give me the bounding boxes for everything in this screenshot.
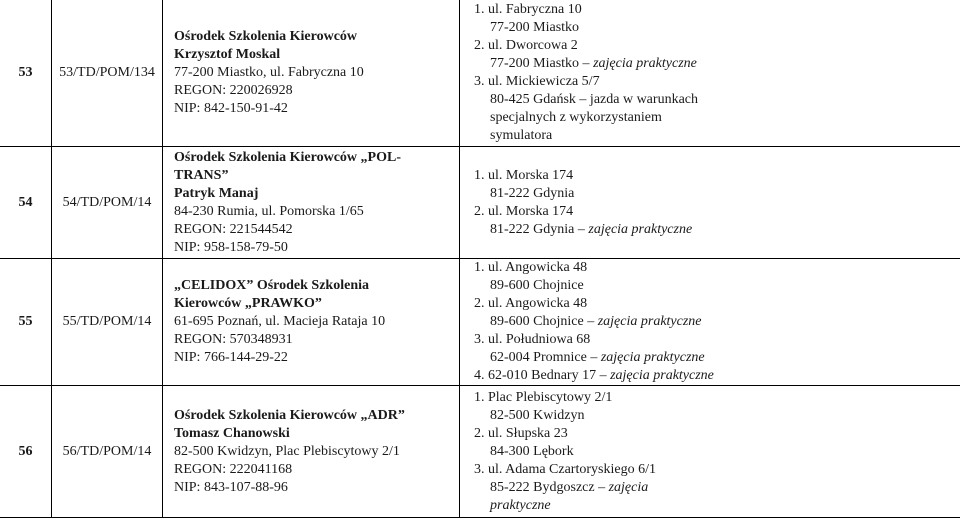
location-street: 2. ul. Morska 174 — [474, 203, 960, 221]
company-cell — [163, 259, 460, 386]
location-city: 89-600 Chojnice — [474, 277, 960, 295]
company-owner: Tomasz Chanowski — [174, 425, 459, 443]
location-city-cont: praktyczne — [474, 497, 960, 515]
location-city-line — [474, 221, 960, 239]
company-regon: REGON: 220026928 — [174, 82, 459, 100]
company-address: 77-200 Miastko, ul. Fabryczna 10 — [174, 64, 459, 82]
company-regon: REGON: 222041168 — [174, 461, 459, 479]
location-street: 3. ul. Południowa 68 — [474, 331, 960, 349]
location-city: 82-500 Kwidzyn — [474, 407, 960, 425]
company-regon: REGON: 221544542 — [174, 221, 459, 239]
location-city-line — [474, 479, 960, 497]
location-city: 81-222 Gdynia – — [490, 222, 585, 237]
location-city: 85-222 Bydgoszcz – — [490, 480, 605, 495]
location-city-cont: symulatora — [474, 127, 960, 145]
table-row — [0, 147, 960, 259]
table-row — [0, 0, 960, 147]
table-row — [0, 259, 960, 386]
registry-number: 56/TD/POM/14 — [52, 386, 163, 518]
location-note: zajęcia — [609, 480, 649, 495]
location-city: 81-222 Gdynia — [474, 185, 960, 203]
row-number: 56 — [0, 386, 52, 518]
location-city-cont: specjalnych z wykorzystaniem — [474, 109, 960, 127]
location-street: 1. ul. Angowicka 48 — [474, 259, 960, 277]
location-city: 80-425 Gdańsk – jazda w warunkach — [474, 91, 960, 109]
location-note: zajęcia praktyczne — [593, 56, 697, 71]
company-address: 84-230 Rumia, ul. Pomorska 1/65 — [174, 203, 459, 221]
location-street: 1. Plac Plebiscytowy 2/1 — [474, 389, 960, 407]
company-nip: NIP: 843-107-88-96 — [174, 479, 459, 497]
location-street: 1. ul. Morska 174 — [474, 167, 960, 185]
locations-cell — [460, 259, 960, 386]
location-street: 3. ul. Mickiewicza 5/7 — [474, 73, 960, 91]
location-city: 84-300 Lębork — [474, 443, 960, 461]
registry-number: 55/TD/POM/14 — [52, 259, 163, 386]
locations-cell — [460, 0, 960, 147]
company-regon: REGON: 570348931 — [174, 331, 459, 349]
location-street-line — [474, 367, 960, 385]
table-row — [0, 386, 960, 518]
location-street: 1. ul. Fabryczna 10 — [474, 1, 960, 19]
company-nip: NIP: 766-144-29-22 — [174, 349, 459, 367]
company-owner: Krzysztof Moskal — [174, 46, 459, 64]
company-owner: Patryk Manaj — [174, 185, 459, 203]
location-note: zajęcia praktyczne — [610, 368, 714, 383]
company-cell — [163, 386, 460, 518]
location-city-line — [474, 349, 960, 367]
location-city-line — [474, 55, 960, 73]
location-note: zajęcia praktyczne — [601, 350, 705, 365]
company-name-line: Ośrodek Szkolenia Kierowców — [174, 28, 459, 46]
location-street: 2. ul. Angowicka 48 — [474, 295, 960, 313]
registry-number: 53/TD/POM/134 — [52, 0, 163, 147]
company-nip: NIP: 842-150-91-42 — [174, 100, 459, 118]
locations-cell — [460, 386, 960, 518]
company-name-line: TRANS” — [174, 167, 459, 185]
location-street: 2. ul. Dworcowa 2 — [474, 37, 960, 55]
company-cell — [163, 147, 460, 259]
location-note: zajęcia praktyczne — [588, 222, 692, 237]
location-city: 77-200 Miastko – — [490, 56, 590, 71]
location-street: 2. ul. Słupska 23 — [474, 425, 960, 443]
location-city: 62-004 Promnice – — [490, 350, 597, 365]
locations-cell — [460, 147, 960, 259]
company-name-line: „CELIDOX” Ośrodek Szkolenia — [174, 277, 459, 295]
row-number: 53 — [0, 0, 52, 147]
location-note: zajęcia praktyczne — [598, 314, 702, 329]
location-street: 3. ul. Adama Czartoryskiego 6/1 — [474, 461, 960, 479]
company-address: 82-500 Kwidzyn, Plac Plebiscytowy 2/1 — [174, 443, 459, 461]
location-street: 4. 62-010 Bednary 17 – — [474, 368, 607, 383]
company-name-line: Kierowców „PRAWKO” — [174, 295, 459, 313]
location-city: 89-600 Chojnice – — [490, 314, 594, 329]
company-name-line: Ośrodek Szkolenia Kierowców „POL- — [174, 149, 459, 167]
company-name-line: Ośrodek Szkolenia Kierowców „ADR” — [174, 407, 459, 425]
location-city: 77-200 Miastko — [474, 19, 960, 37]
company-address: 61-695 Poznań, ul. Macieja Rataja 10 — [174, 313, 459, 331]
row-number: 55 — [0, 259, 52, 386]
company-nip: NIP: 958-158-79-50 — [174, 239, 459, 257]
location-city-line — [474, 313, 960, 331]
registry-number: 54/TD/POM/14 — [52, 147, 163, 259]
company-cell — [163, 0, 460, 147]
row-number: 54 — [0, 147, 52, 259]
